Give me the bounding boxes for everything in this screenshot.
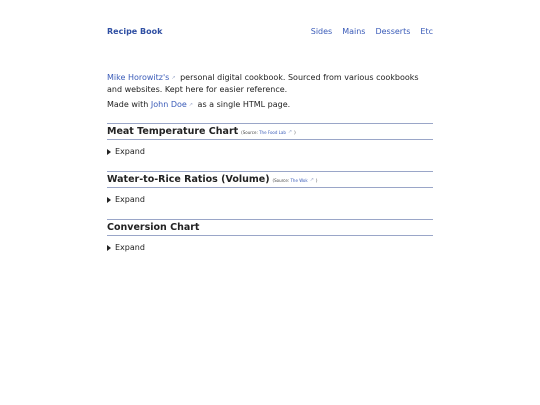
expand-label: Expand: [115, 195, 145, 204]
site-title-link[interactable]: Recipe Book: [107, 27, 163, 36]
intro-text: personal digital cookbook. Sourced from various cookbooks and websites. Kept here for easier reference.: [107, 73, 419, 94]
source-suffix: ): [294, 130, 296, 135]
made-with-suffix: as a single HTML page.: [197, 100, 291, 109]
nav-item-sides[interactable]: Sides: [310, 27, 333, 36]
source-link[interactable]: The Food Lab: [259, 130, 286, 135]
intro: [107, 72, 433, 111]
expand-toggle-water-rice[interactable]: [107, 195, 433, 204]
section-title: Water-to-Rice Ratios (Volume): [107, 174, 270, 185]
section-heading: [107, 219, 433, 236]
nav-item-desserts[interactable]: Desserts: [375, 27, 411, 36]
source-prefix: (Source:: [272, 178, 290, 183]
site-header: [107, 0, 433, 40]
source-note: [241, 129, 296, 135]
author-link[interactable]: Mike Horowitz's: [107, 73, 170, 82]
section-title: Meat Temperature Chart: [107, 126, 239, 137]
section-meat-temperature: [107, 123, 433, 156]
external-link-icon: ↗: [287, 129, 293, 135]
intro-line: [107, 72, 433, 95]
external-link-icon: ↗: [309, 177, 314, 183]
section-heading: [107, 171, 433, 188]
source-prefix: (Source:: [241, 130, 258, 135]
section-title: Conversion Chart: [107, 222, 200, 233]
triangle-right-icon: [107, 197, 111, 203]
made-with-line: [107, 99, 433, 111]
nav-item-mains[interactable]: Mains: [342, 27, 366, 36]
made-with-link[interactable]: John Doe: [150, 100, 187, 109]
section-water-rice-ratios: [107, 171, 433, 204]
main-nav: [311, 27, 433, 36]
content-container: [107, 0, 433, 252]
source-link[interactable]: The Wok: [290, 178, 308, 183]
triangle-right-icon: [107, 245, 111, 251]
external-link-icon: ↗: [188, 102, 193, 108]
section-heading: [107, 123, 433, 140]
nav-item-etc[interactable]: Etc: [420, 27, 433, 36]
source-suffix: ): [315, 178, 318, 183]
expand-toggle-meat-temperature[interactable]: [107, 147, 433, 156]
source-note: [273, 177, 318, 183]
expand-label: Expand: [115, 243, 145, 252]
made-with-prefix: Made with: [107, 100, 149, 109]
triangle-right-icon: [107, 149, 111, 155]
section-conversion-chart: [107, 219, 433, 252]
expand-label: Expand: [115, 147, 145, 156]
external-link-icon: ↗: [171, 75, 176, 81]
expand-toggle-conversion[interactable]: [107, 243, 433, 252]
